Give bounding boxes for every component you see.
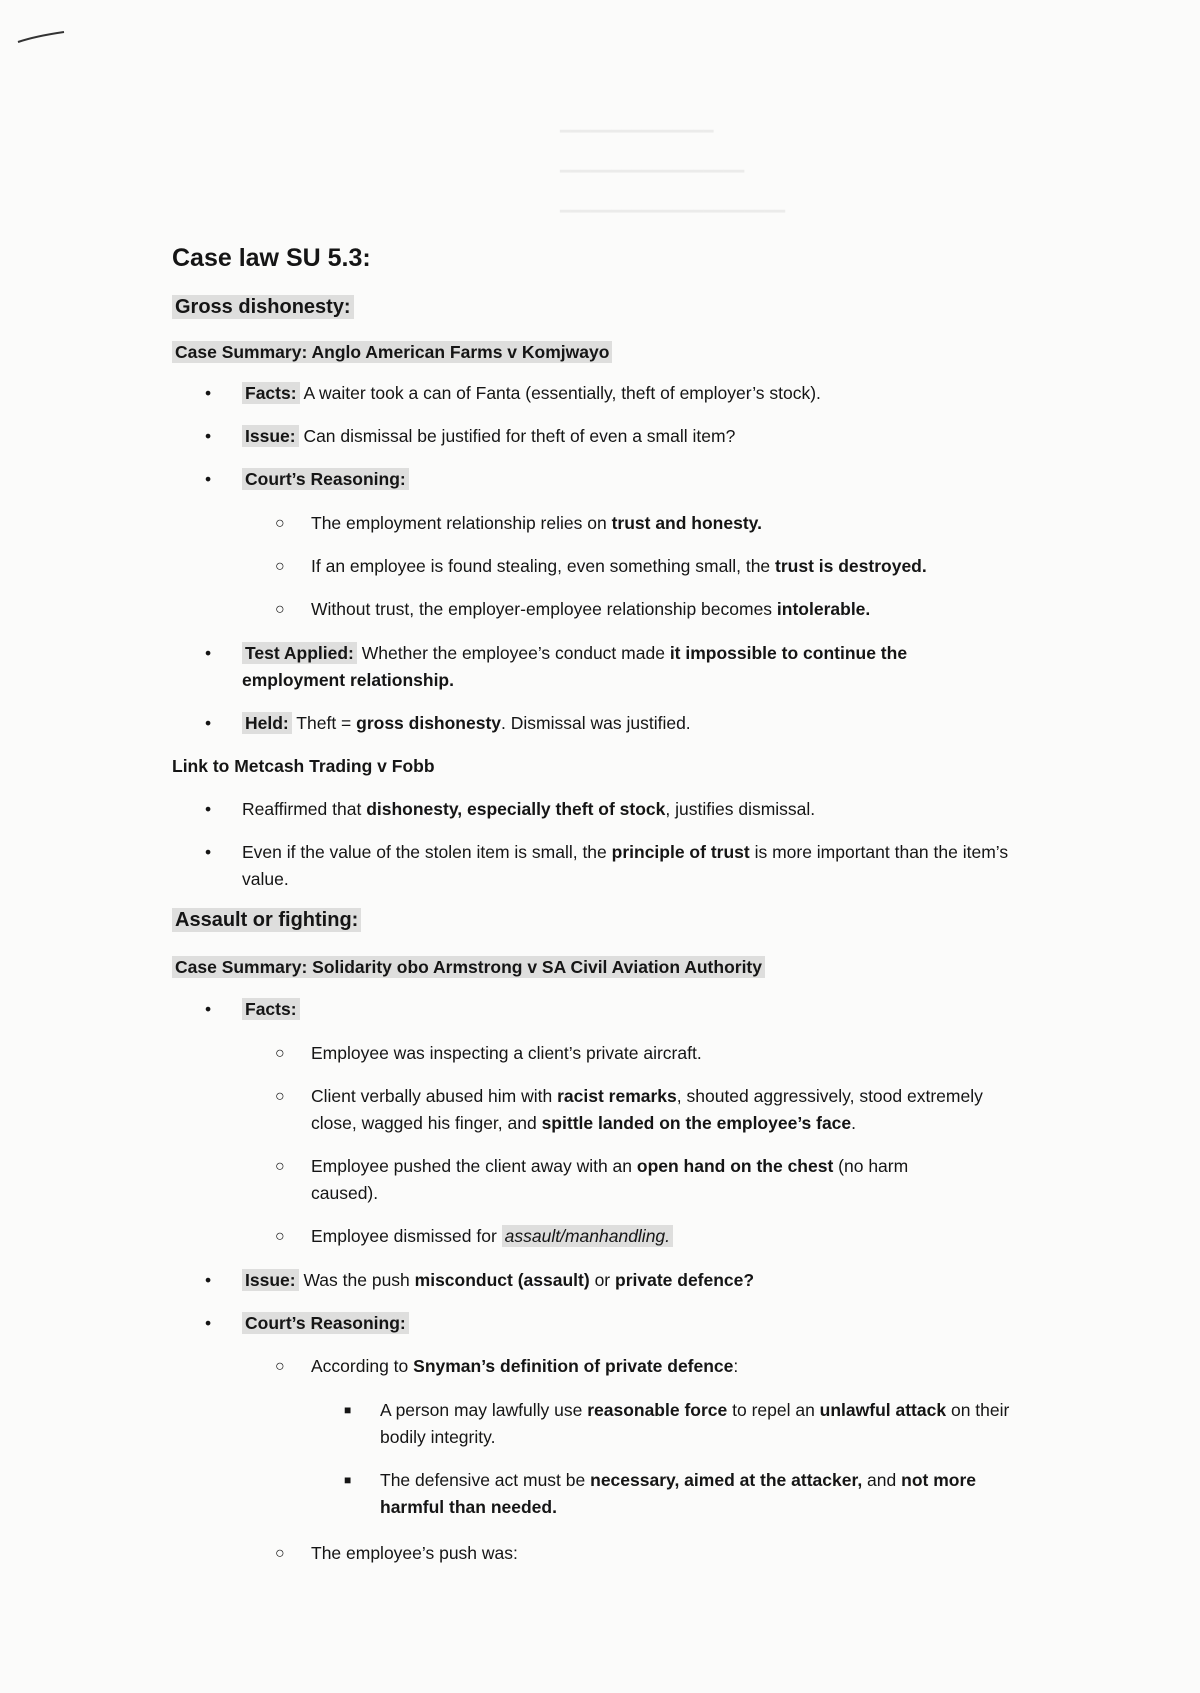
circle-bullet: ○ [275,1158,285,1175]
fact-point: Employee pushed the client away with an open hand on the chest (no harm caused). [311,1156,909,1203]
case-heading-anglo-american: Case Summary: Anglo American Farms v Komjwayo [172,342,612,363]
bullet-dot: • [205,383,212,403]
circle-bullet: ○ [275,601,285,618]
link-point: Even if the value of the stolen item is small, the principle of trust is more important than the item’s value. [242,842,1009,889]
fact-point: Employee dismissed for assault/manhandling. [311,1223,1051,1250]
fact-point: Client verbally abused him with racist remarks, shouted aggressively, stood extremely close, wagged his finger, and spittle landed on the employee’s face. [311,1086,983,1133]
circle-bullet: ○ [275,558,285,575]
definition-point: A person may lawfully use reasonable force to repel an unlawful attack on their bodily integrity. [380,1400,1010,1447]
page-title: Case law SU 5.3: [172,244,371,272]
reasoning-point: The employee’s push was: [311,1543,518,1563]
section-heading-assault: Assault or fighting: [172,909,361,932]
bullet-dot: • [205,643,212,663]
bullet-dot: • [205,1270,212,1290]
link-heading-metcash: Link to Metcash Trading v Fobb [172,756,435,776]
bullet-dot: • [205,799,212,819]
reasoning-point: If an employee is found stealing, even something small, the trust is destroyed. [311,556,927,576]
link-point: Reaffirmed that dishonesty, especially theft of stock, justifies dismissal. [242,799,816,819]
reasoning-item: Court’s Reasoning: [242,1310,1062,1337]
reasoning-point: Without trust, the employer-employee relationship becomes intolerable. [311,599,871,619]
issue-item: Issue: Can dismissal be justified for theft of even a small item? [242,423,1062,450]
held-item: Held: Theft = gross dishonesty. Dismissal was justified. [242,710,1062,737]
bleed-through: ━━━━━━━━━━━━━━━ [560,122,714,141]
circle-bullet: ○ [275,1358,285,1375]
fact-point: Employee was inspecting a client’s private aircraft. [311,1043,702,1063]
square-bullet: ■ [344,1473,352,1487]
circle-bullet: ○ [275,1088,285,1105]
reasoning-item: Court’s Reasoning: [242,466,1062,493]
test-applied-item: Test Applied: Whether the employee’s conduct made it impossible to continue the employment relationship. [242,643,908,690]
section-heading-gross-dishonesty: Gross dishonesty: [172,296,354,319]
pen-stroke-mark [16,28,68,48]
circle-bullet: ○ [275,1045,285,1062]
bullet-dot: • [205,713,212,733]
bleed-through: ━━━━━━━━━━━━━━━━━━━━━━ [560,202,786,221]
bullet-dot: • [205,842,212,862]
facts-item: Facts: A waiter took a can of Fanta (essentially, theft of employer’s stock). [242,380,1062,407]
circle-bullet: ○ [275,1228,285,1245]
circle-bullet: ○ [275,1545,285,1562]
circle-bullet: ○ [275,515,285,532]
facts-item: Facts: [242,996,1062,1023]
issue-item: Issue: Was the push misconduct (assault) or private defence? [242,1267,1062,1294]
definition-point: The defensive act must be necessary, aimed at the attacker, and not more harmful than needed. [380,1470,976,1517]
bleed-through: ━━━━━━━━━━━━━━━━━━ [560,162,745,181]
bullet-dot: • [205,469,212,489]
case-heading-solidarity: Case Summary: Solidarity obo Armstrong v SA Civil Aviation Authority [172,957,765,978]
bullet-dot: • [205,999,212,1019]
square-bullet: ■ [344,1403,352,1417]
bullet-dot: • [205,426,212,446]
bullet-dot: • [205,1313,212,1333]
reasoning-point: According to Snyman’s definition of private defence: [311,1356,739,1376]
reasoning-point: The employment relationship relies on trust and honesty. [311,513,762,533]
